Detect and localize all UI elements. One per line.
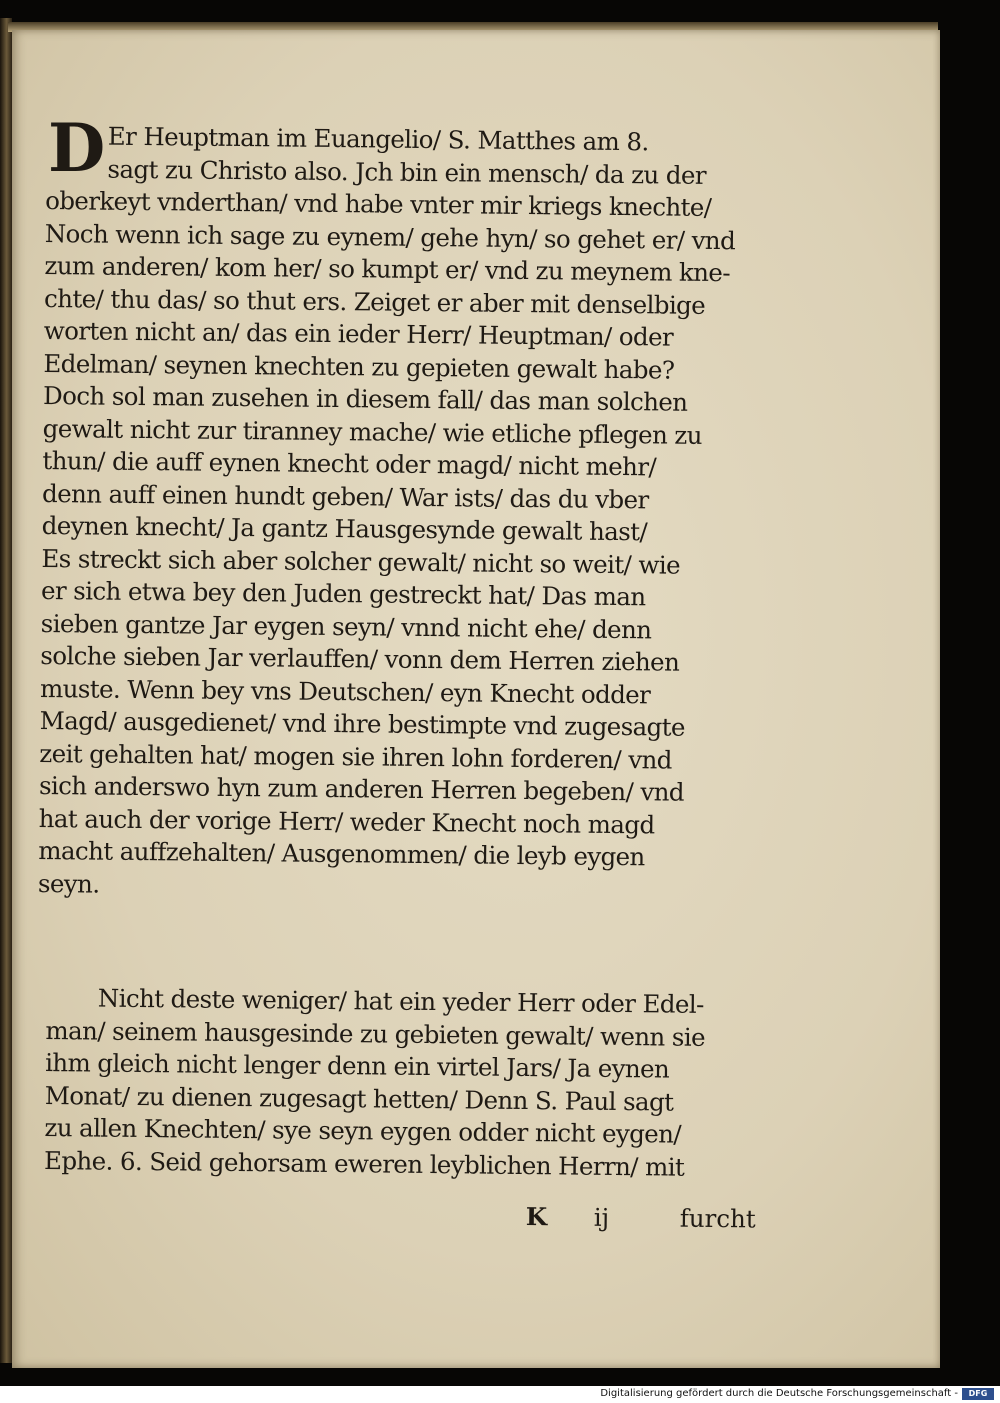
catchword: furcht: [679, 1203, 756, 1234]
paragraph-1: [37, 109, 806, 908]
text-line: Edelman/ seynen knechten zu gepieten gewalt habe?: [43, 348, 675, 385]
text-line: zeit gehalten hat/ mogen sie ihren lohn forderen/ vnd: [39, 738, 672, 775]
text-line: gewalt nicht zur tiranney mache/ wie etliche pflegen zu: [42, 413, 703, 450]
signature-mark: K: [525, 1202, 548, 1232]
text-line: Ephe. 6. Seid gehorsam eweren leyblichen Herrn/ mit: [43, 1145, 685, 1182]
digitization-footer: [0, 1386, 1000, 1403]
text-line: thun/ die auff eynen knecht oder magd/ nicht mehr/: [42, 445, 657, 482]
text-line: Er Heuptman im Euangelio/ S. Matthes am 8.: [107, 121, 649, 157]
text-line: Nicht deste weniger/ hat ein yeder Herr oder Edel-: [97, 983, 704, 1019]
text-line: muste. Wenn bey vns Deutschen/ eyn Knecht odder: [39, 673, 651, 709]
text-line: deynen knecht/ Ja gantz Hausgesynde gewalt hast/: [41, 510, 648, 547]
dfg-logo: DFG: [962, 1388, 994, 1400]
text-line: seyn.: [37, 868, 100, 899]
book-edge: [0, 18, 12, 1363]
text-line: sieben gantze Jar eygen seyn/ vnnd nicht ehe/ denn: [40, 608, 652, 644]
text-line: worten nicht an/ das ein ieder Herr/ Heuptman/ oder: [43, 315, 674, 352]
text-line: man/ seinem hausgesinde zu gebieten gewalt/ wenn sie: [45, 1015, 706, 1052]
folio-number: ij: [593, 1202, 610, 1232]
text-line: zu allen Knechten/ sye seyn eygen odder nicht eygen/: [44, 1112, 682, 1149]
text-line: sich anderswo hyn zum anderen Herren begeben/ vnd: [38, 770, 685, 807]
text-line: macht auffzehalten/ Ausgenommen/ die leyb eygen: [38, 835, 645, 872]
text-line: oberkeyt vnderthan/ vnd habe vnter mir kriegs knechte/: [45, 185, 712, 222]
text-line: Magd/ ausgedienet/ vnd ihre bestimpte vnd zugesagte: [39, 705, 686, 742]
text-line: zum anderen/ kom her/ so kumpt er/ vnd zu meynem kne-: [44, 250, 731, 288]
text-line: er sich etwa bey den Juden gestreckt hat/ Das man: [40, 575, 646, 612]
text-line: Noch wenn ich sage zu eynem/ gehe hyn/ so gehet er/ vnd: [44, 218, 736, 255]
funding-notice: Digitalisierung gefördert durch die Deutsche Forschungsgemeinschaft -: [600, 1388, 958, 1399]
text-line: Es streckt sich aber solcher gewalt/ nicht so weit/ wie: [41, 543, 681, 580]
text-line: sagt zu Christo also. Jch bin ein mensch/ da zu der: [107, 154, 707, 190]
text-line: Monat/ zu dienen zugesagt hetten/ Denn S. Paul sagt: [44, 1080, 674, 1117]
text-line: Doch sol man zusehen in diesem fall/ das man solchen: [42, 380, 688, 417]
book-page: [12, 30, 940, 1368]
text-line: hat auch der vorige Herr/ weder Knecht noch magd: [38, 803, 655, 839]
text-line: chte/ thu das/ so thut ers. Zeiget er aber mit denselbige: [43, 283, 706, 320]
paragraph-2: [44, 982, 806, 1185]
drop-initial: D: [48, 109, 106, 187]
text-line: ihm gleich nicht lenger denn ein virtel Jars/ Ja eynen: [45, 1047, 670, 1084]
page-foot-line: [46, 1196, 806, 1234]
text-line: denn auff einen hundt geben/ War ists/ das du vber: [41, 478, 649, 514]
text-line: solche sieben Jar verlauffen/ vonn dem Herren ziehen: [40, 640, 680, 677]
